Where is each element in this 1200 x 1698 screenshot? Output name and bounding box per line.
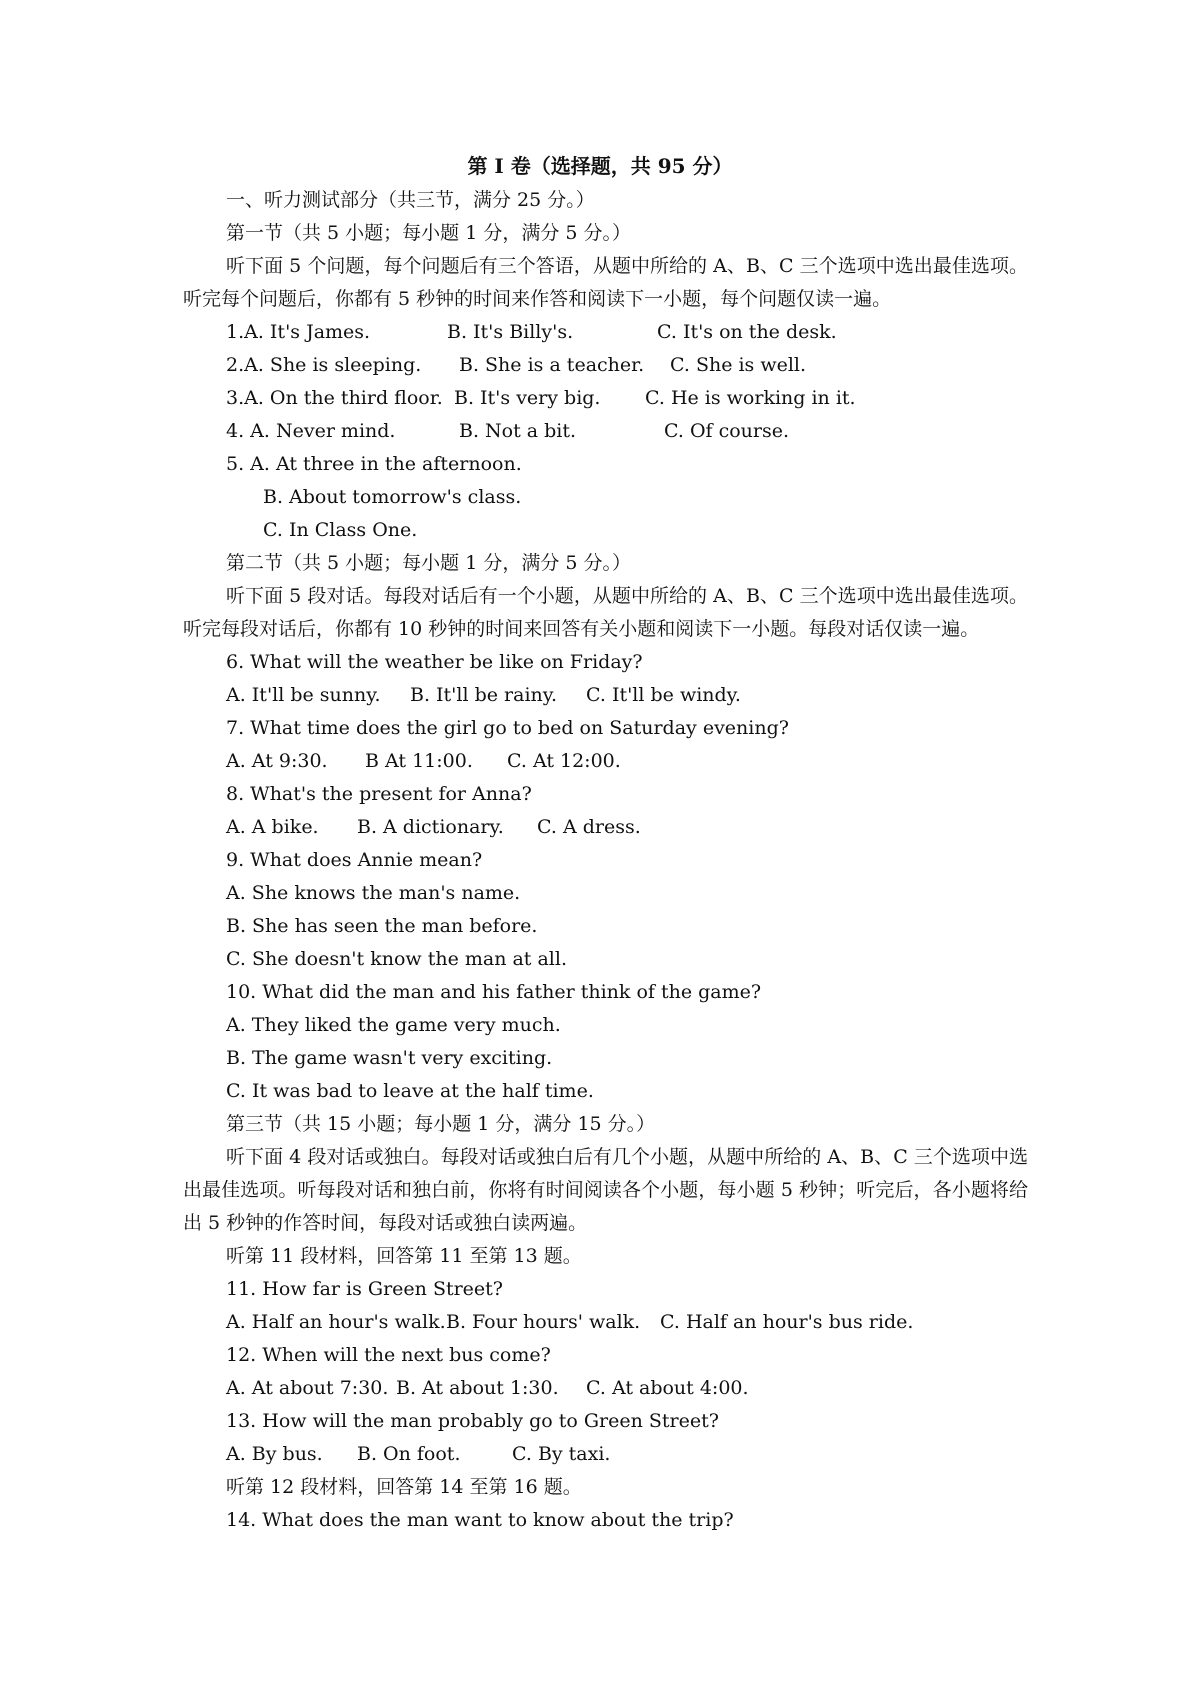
question-stem: 11. How far is Green Street? bbox=[226, 1278, 503, 1300]
question-options bbox=[183, 415, 1028, 448]
question-options bbox=[183, 316, 1028, 349]
option-a: 2.A. She is sleeping. bbox=[226, 354, 422, 376]
option-c: C. It'll be windy. bbox=[586, 684, 741, 706]
question-options bbox=[183, 679, 1028, 712]
option-a: A. They liked the game very much. bbox=[226, 1014, 561, 1036]
question-stem: 7. What time does the girl go to bed on Saturday evening? bbox=[226, 717, 789, 739]
option-b: B. It'll be rainy. bbox=[410, 684, 558, 706]
section-header: 第一节（共 5 小题；每小题 1 分，满分 5 分。） bbox=[226, 222, 632, 244]
question-stem: 13. How will the man probably go to Green Street? bbox=[226, 1410, 719, 1432]
instructions: 听下面 5 段对话。每段对话后有一个小题，从题中所给的 A、B、C 三个选项中选出最佳选项。听完每段对话后，你都有 10 秒钟的时间来回答有关小题和阅读下一小题。每段对话仅读一遍。 bbox=[183, 585, 1028, 640]
option-a: A. By bus. bbox=[226, 1443, 323, 1465]
option-c: C. At about 4:00. bbox=[586, 1377, 749, 1399]
question-options bbox=[183, 811, 1028, 844]
option-c: C. It was bad to leave at the half time. bbox=[226, 1080, 594, 1102]
question-stem: 8. What's the present for Anna? bbox=[226, 783, 532, 805]
material-header: 听第 11 段材料，回答第 11 至第 13 题。 bbox=[226, 1245, 582, 1267]
option-c: C. Half an hour's bus ride. bbox=[660, 1311, 914, 1333]
option-b: B. It's very big. bbox=[454, 387, 601, 409]
option-c: C. By taxi. bbox=[512, 1443, 611, 1465]
question-stem: 6. What will the weather be like on Friday? bbox=[226, 651, 643, 673]
option-b: B. She has seen the man before. bbox=[226, 915, 538, 937]
question-stem: 14. What does the man want to know about the trip? bbox=[226, 1509, 734, 1531]
option-c: C. She doesn't know the man at all. bbox=[226, 948, 567, 970]
question-options bbox=[183, 745, 1028, 778]
material-header: 听第 12 段材料，回答第 14 至第 16 题。 bbox=[226, 1476, 582, 1498]
option-b: B. At about 1:30. bbox=[396, 1377, 559, 1399]
question-options bbox=[183, 382, 1028, 415]
part-header: 一、听力测试部分（共三节，满分 25 分。） bbox=[226, 189, 595, 211]
option-b: B. The game wasn't very exciting. bbox=[226, 1047, 553, 1069]
option-c: C. A dress. bbox=[537, 816, 641, 838]
option-a: A. At 9:30. bbox=[226, 750, 328, 772]
option-b: B At 11:00. bbox=[365, 750, 473, 772]
option-c: C. It's on the desk. bbox=[657, 321, 837, 343]
question-options bbox=[183, 1438, 1028, 1471]
option-b: B. Not a bit. bbox=[459, 420, 577, 442]
option-a: 1.A. It's James. bbox=[226, 321, 371, 343]
instructions: 听下面 4 段对话或独白。每段对话或独白后有几个小题，从题中所给的 A、B、C 三个选项中选出最佳选项。听每段对话和独白前，你将有时间阅读各个小题，每小题 5 秒钟；听完后，各小题将给出 5 秒钟的作答时间，每段对话或独白读两遍。 bbox=[183, 1146, 1028, 1234]
option-c: C. At 12:00. bbox=[507, 750, 621, 772]
option-b: B. She is a teacher. bbox=[459, 354, 645, 376]
question-stem: 12. When will the next bus come? bbox=[226, 1344, 551, 1366]
listening-section bbox=[183, 184, 1028, 1537]
option-a: A. At about 7:30. bbox=[226, 1377, 389, 1399]
option-c: C. He is working in it. bbox=[645, 387, 856, 409]
option-a: A. Half an hour's walk. bbox=[226, 1311, 446, 1333]
section-header: 第三节（共 15 小题；每小题 1 分，满分 15 分。） bbox=[226, 1113, 656, 1135]
page-title: 第 I 卷（选择题，共 95 分） bbox=[467, 154, 733, 178]
option-a: A. It'll be sunny. bbox=[226, 684, 381, 706]
option-a: A. She knows the man's name. bbox=[226, 882, 521, 904]
question-stem: 10. What did the man and his father think of the game? bbox=[226, 981, 762, 1003]
instructions: 听下面 5 个问题，每个问题后有三个答语，从题中所给的 A、B、C 三个选项中选出最佳选项。听完每个问题后，你都有 5 秒钟的时间来作答和阅读下一小题，每个问题仅读一遍。 bbox=[183, 255, 1028, 310]
option-b: B. It's Billy's. bbox=[447, 321, 574, 343]
option-b: B. A dictionary. bbox=[357, 816, 504, 838]
section-header: 第二节（共 5 小题；每小题 1 分，满分 5 分。） bbox=[226, 552, 632, 574]
option-a: 5. A. At three in the afternoon. bbox=[226, 453, 522, 475]
question-options bbox=[183, 1372, 1028, 1405]
option-c: C. Of course. bbox=[664, 420, 790, 442]
option-a: 3.A. On the third floor. bbox=[226, 387, 443, 409]
option-b: B. Four hours' walk. bbox=[446, 1311, 641, 1333]
question-options bbox=[183, 1306, 1028, 1339]
option-c: C. She is well. bbox=[670, 354, 807, 376]
option-a: A. A bike. bbox=[226, 816, 319, 838]
option-b: B. On foot. bbox=[357, 1443, 461, 1465]
question-stem: 9. What does Annie mean? bbox=[226, 849, 483, 871]
option-b: B. About tomorrow's class. bbox=[263, 486, 522, 508]
option-a: 4. A. Never mind. bbox=[226, 420, 396, 442]
option-c: C. In Class One. bbox=[263, 519, 418, 541]
question-options bbox=[183, 349, 1028, 382]
